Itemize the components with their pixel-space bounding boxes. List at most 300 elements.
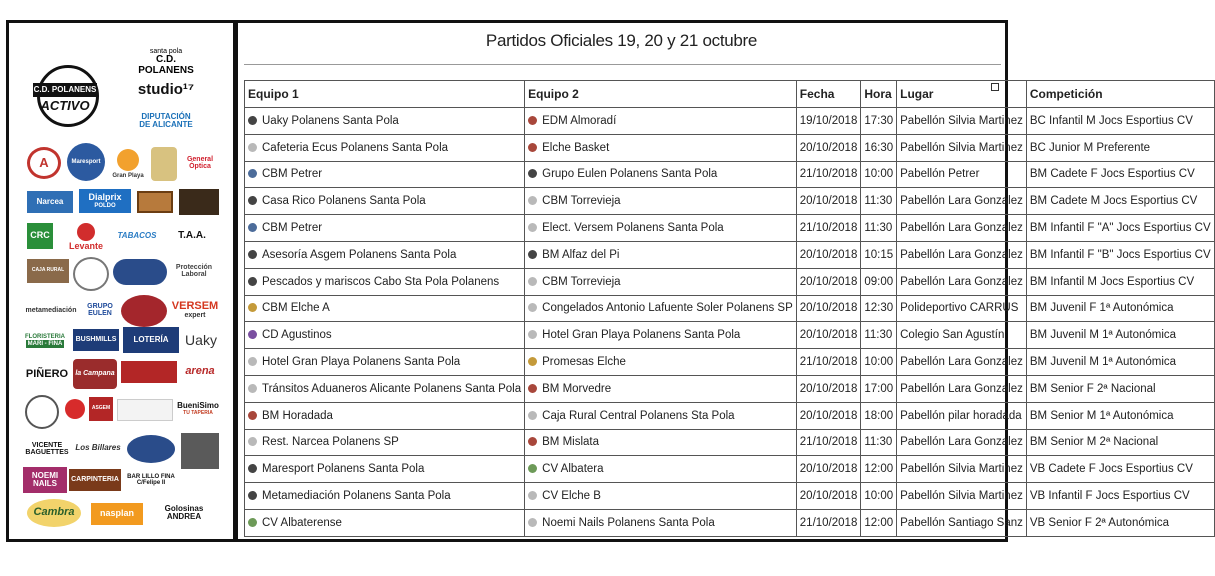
cell-fecha: [796, 161, 861, 188]
cell-equipo2: [525, 402, 797, 429]
equipo1-text: Metamediación Polanens Santa Pola: [262, 490, 451, 503]
table-row: [245, 375, 1215, 402]
photo-logo: [181, 433, 219, 469]
asgem-logo: ASGEM: [89, 397, 113, 421]
team-crest-icon: [248, 384, 257, 393]
col-header-equipo2: Equipo 2: [525, 81, 797, 108]
cell-competicion: [1026, 402, 1214, 429]
fecha-text: 20/10/2018: [799, 329, 858, 342]
competicion-text: VB Infantil F Jocs Esportius CV: [1029, 490, 1190, 503]
team-crest-icon: [528, 384, 537, 393]
equipo2-text: Hotel Gran Playa Polanens Santa Pola: [542, 329, 741, 342]
cell-competicion: [1026, 268, 1214, 295]
cell-equipo2: [525, 108, 797, 135]
proteccion-line1: Protección: [175, 263, 213, 271]
crest-logo: [151, 147, 177, 181]
versem-line2: expert: [184, 312, 206, 320]
polanens-brand-line1: santa pola: [149, 47, 183, 55]
uaky-logo: Uaky: [185, 331, 217, 348]
cell-competicion: [1026, 188, 1214, 215]
arena-logo: arena: [185, 365, 215, 378]
cell-equipo1: [245, 456, 525, 483]
maresport-logo: Maresport: [67, 143, 105, 181]
table-row: [245, 241, 1215, 268]
lugar-text: Pabellón Santiago Sanz: [900, 516, 1023, 529]
cell-equipo2: [525, 188, 797, 215]
eulen-line2: EULEN: [88, 310, 112, 317]
lugar-text: Pabellón Lara Gonzalez: [900, 195, 1023, 208]
fecha-text: 20/10/2018: [799, 195, 858, 208]
golosinas-line1: Golosinas: [164, 503, 204, 513]
col-header-equipo1: Equipo 1: [245, 81, 525, 108]
competicion-text: BM Cadete M Jocs Esportius CV: [1029, 195, 1198, 208]
equipo2-text: Grupo Eulen Polanens Santa Pola: [542, 168, 718, 181]
equipo2-text: Promesas Elche: [542, 356, 626, 369]
cell-lugar: [897, 375, 1027, 402]
restaurant-logo: [137, 191, 173, 213]
poldo-label: POLDO: [94, 202, 116, 209]
cell-hora: [861, 456, 897, 483]
equipo1-text: CV Albaterense: [262, 516, 342, 529]
competicion-text: BM Senior F 2ª Nacional: [1029, 382, 1156, 395]
competicion-text: BM Infantil F "B" Jocs Esportius CV: [1029, 248, 1211, 261]
competicion-text: BC Junior M Preferente: [1029, 141, 1151, 154]
equipo2-text: Elect. Versem Polanens Santa Pola: [542, 222, 724, 235]
cell-equipo2: [525, 509, 797, 536]
hora-text: 11:30: [864, 436, 893, 449]
team-crest-icon: [248, 196, 257, 205]
equipo1-text: CD Agustinos: [262, 329, 332, 342]
cell-hora: [861, 188, 897, 215]
cell-hora: [861, 483, 897, 510]
team-crest-icon: [248, 143, 257, 152]
bushmills-logo: BUSHMILLS: [73, 329, 119, 351]
buenisimo-logo: [175, 393, 221, 425]
cell-equipo2: [525, 349, 797, 376]
table-row: [245, 108, 1215, 135]
eulen-logo: [81, 297, 119, 323]
equipo1-text: Cafeteria Ecus Polanens Santa Pola: [262, 141, 449, 154]
restaurante-logo: [127, 435, 175, 463]
cell-lugar: [897, 241, 1027, 268]
round-seal-logo: [73, 257, 109, 291]
cell-equipo1: [245, 349, 525, 376]
lugar-text: Polideportivo CARRUS: [900, 302, 1019, 315]
cell-lugar: [897, 108, 1027, 135]
cell-lugar: [897, 161, 1027, 188]
diputacion-line2: DE ALICANTE: [139, 120, 193, 129]
polanens-brand-logo: [127, 49, 205, 75]
competicion-text: BC Infantil M Jocs Esportius CV: [1029, 114, 1193, 127]
carpinteria-logo: CARPINTERIA: [69, 469, 121, 491]
diputacion-logo: [127, 107, 205, 135]
red-oval-logo: [121, 295, 167, 327]
equipo2-text: Caja Rural Central Polanens Sta Pola: [542, 409, 735, 422]
fecha-text: 21/10/2018: [799, 356, 858, 369]
cell-fecha: [796, 375, 861, 402]
versem-line1: VERSEM: [171, 299, 219, 312]
equipo1-text: CBM Elche A: [262, 302, 330, 315]
equipo1-text: Casa Rico Polanens Santa Pola: [262, 195, 426, 208]
cell-equipo2: [525, 268, 797, 295]
lugar-text: Pabellón Lara Gonzalez: [900, 275, 1023, 288]
hora-text: 09:00: [864, 275, 894, 288]
cell-lugar: [897, 134, 1027, 161]
sponsors-panel: [9, 23, 238, 539]
team-crest-icon: [528, 464, 537, 473]
competicion-text: BM Infantil F "A" Jocs Esportius CV: [1029, 222, 1211, 235]
team-crest-icon: [528, 437, 537, 446]
general-optica-line1: General: [186, 155, 214, 163]
competicion-text: BM Juvenil M 1ª Autonómica: [1029, 356, 1177, 369]
hora-text: 10:00: [864, 168, 894, 181]
team-crest-icon: [528, 357, 537, 366]
versem-logo: [171, 295, 219, 325]
levante-logo: [63, 221, 109, 253]
levante-badge-icon: [77, 223, 95, 241]
fecha-text: 20/10/2018: [799, 275, 858, 288]
lugar-text: Colegio San Agustín: [900, 329, 1005, 342]
cell-hora: [861, 429, 897, 456]
hora-text: 10:00: [864, 356, 894, 369]
club-logo-activo: ACTIVO: [40, 98, 90, 113]
equipo1-text: Uaky Polanens Santa Pola: [262, 114, 399, 127]
caja-rural-logo: CAJA RURAL: [27, 259, 69, 283]
gran-playa-label: Gran Playa: [112, 172, 144, 179]
equipo1-text: Maresport Polanens Santa Pola: [262, 463, 425, 476]
cell-equipo1: [245, 161, 525, 188]
lugar-text: Pabellón Petrer: [900, 168, 980, 181]
tabacos-logo: TABACOS: [117, 230, 157, 240]
competicion-text: BM Juvenil M 1ª Autonómica: [1029, 329, 1177, 342]
col-header-hora: Hora: [861, 81, 897, 108]
team-crest-icon: [248, 357, 257, 366]
noemi-logo: [23, 467, 67, 493]
cell-equipo2: [525, 295, 797, 322]
taa-logo: T.A.A.: [178, 229, 206, 241]
cell-lugar: [897, 295, 1027, 322]
red-banner-logo: [121, 361, 177, 383]
team-crest-icon: [528, 277, 537, 286]
competicion-text: BM Senior M 1ª Autonómica: [1029, 409, 1174, 422]
cell-fecha: [796, 268, 861, 295]
campana-logo: la Campana: [73, 359, 117, 389]
equipo1-text: Pescados y mariscos Cabo Sta Pola Polanens: [262, 275, 500, 288]
cell-equipo2: [525, 215, 797, 242]
team-crest-icon: [528, 223, 537, 232]
table-row: [245, 402, 1215, 429]
team-crest-icon: [248, 303, 257, 312]
col-header-fecha: Fecha: [796, 81, 861, 108]
cell-equipo1: [245, 108, 525, 135]
team-crest-icon: [248, 491, 257, 500]
cell-equipo1: [245, 483, 525, 510]
cell-hora: [861, 322, 897, 349]
table-header-row: [245, 81, 1215, 108]
cell-hora: [861, 268, 897, 295]
cell-hora: [861, 215, 897, 242]
proteccion-logo: [169, 259, 219, 283]
cell-lugar: [897, 456, 1027, 483]
hora-text: 18:00: [864, 409, 894, 422]
cell-competicion: [1026, 429, 1214, 456]
lugar-text: Pabellón pilar horadada: [900, 409, 1022, 422]
competicion-text: VB Cadete F Jocs Esportius CV: [1029, 463, 1193, 476]
cell-fecha: [796, 456, 861, 483]
cell-hora: [861, 241, 897, 268]
cell-equipo1: [245, 295, 525, 322]
crc-logo: CRC: [27, 223, 53, 249]
cell-hora: [861, 295, 897, 322]
cell-lugar: [897, 322, 1027, 349]
buenisimo-line1: BueniSimo: [177, 401, 219, 411]
hora-text: 17:00: [864, 382, 894, 395]
fecha-text: 20/10/2018: [799, 248, 858, 261]
cell-equipo1: [245, 134, 525, 161]
cell-hora: [861, 161, 897, 188]
table-row: [245, 322, 1215, 349]
cell-equipo2: [525, 241, 797, 268]
hora-text: 11:30: [864, 195, 893, 208]
cell-competicion: [1026, 241, 1214, 268]
equipo2-text: CV Albatera: [542, 463, 604, 476]
team-crest-icon: [248, 330, 257, 339]
vicente-logo: [23, 437, 71, 461]
lugar-text: Pabellón Silvia Martinez: [900, 490, 1023, 503]
hora-text: 11:30: [864, 329, 893, 342]
competicion-text: BM Cadete F Jocs Esportius CV: [1029, 168, 1195, 181]
equipo2-text: Congelados Antonio Lafuente Soler Polanens SP: [542, 302, 793, 315]
fecha-text: 20/10/2018: [799, 490, 858, 503]
cell-lugar: [897, 483, 1027, 510]
poster-frame: [6, 20, 1211, 542]
team-crest-icon: [528, 196, 537, 205]
dialprix-label: Dialprix: [88, 192, 122, 203]
cell-equipo1: [245, 268, 525, 295]
cell-equipo2: [525, 322, 797, 349]
table-row: [245, 509, 1215, 536]
cell-lugar: [897, 268, 1027, 295]
golosinas-logo: [149, 499, 219, 527]
equipo1-text: CBM Petrer: [262, 168, 323, 181]
competicion-text: VB Senior F 2ª Autonómica: [1029, 516, 1170, 529]
eulen-line1: GRUPO: [87, 302, 113, 310]
team-crest-icon: [528, 411, 537, 420]
col-header-lugar: Lugar: [897, 81, 1027, 108]
cell-lugar: [897, 402, 1027, 429]
fecha-text: 20/10/2018: [799, 302, 858, 315]
cell-equipo2: [525, 456, 797, 483]
cell-equipo2: [525, 375, 797, 402]
lugar-text: Pabellón Lara Gonzalez: [900, 248, 1023, 261]
cell-fecha: [796, 108, 861, 135]
cell-fecha: [796, 429, 861, 456]
cell-fecha: [796, 134, 861, 161]
cell-equipo1: [245, 215, 525, 242]
cell-lugar: [897, 509, 1027, 536]
nasplan-logo: nasplan: [91, 503, 143, 525]
lugar-text: Pabellón Silvia Martinez: [900, 141, 1023, 154]
hora-text: 11:30: [864, 222, 893, 235]
fecha-text: 20/10/2018: [799, 409, 858, 422]
equipo1-text: Rest. Narcea Polanens SP: [262, 436, 399, 449]
lugar-text: Pabellón Silvia Martinez: [900, 114, 1023, 127]
cell-competicion: [1026, 456, 1214, 483]
buenisimo-line2: TU TAPERIA: [183, 409, 213, 416]
lafuente-logo: [117, 399, 173, 421]
pinero-logo: PIÑERO: [25, 368, 69, 381]
cell-equipo1: [245, 429, 525, 456]
hora-text: 10:15: [864, 248, 894, 261]
team-crest-icon: [528, 116, 537, 125]
cell-hora: [861, 108, 897, 135]
cell-competicion: [1026, 215, 1214, 242]
competicion-text: BM Juvenil F 1ª Autonómica: [1029, 302, 1174, 315]
team-crest-icon: [248, 250, 257, 259]
team-crest-icon: [528, 250, 537, 259]
hora-text: 17:30: [864, 114, 894, 127]
equipo2-text: CV Elche B: [542, 490, 601, 503]
cell-lugar: [897, 188, 1027, 215]
equipo1-text: Tránsitos Aduaneros Alicante Polanens Santa Pola: [262, 382, 522, 395]
cell-equipo2: [525, 483, 797, 510]
team-crest-icon: [248, 411, 257, 420]
fecha-text: 20/10/2018: [799, 141, 858, 154]
team-crest-icon: [528, 518, 537, 527]
floristeria-line2: MARI - FINA: [27, 341, 63, 347]
cell-lugar: [897, 349, 1027, 376]
equipo2-text: BM Morvedre: [542, 382, 612, 395]
fecha-text: 21/10/2018: [799, 436, 858, 449]
cell-fecha: [796, 188, 861, 215]
cell-competicion: [1026, 295, 1214, 322]
cell-equipo1: [245, 188, 525, 215]
table-row: [245, 349, 1215, 376]
wood-sign-logo: [179, 189, 219, 215]
fecha-text: 21/10/2018: [799, 168, 858, 181]
cell-fecha: [796, 402, 861, 429]
hora-text: 12:30: [864, 302, 894, 315]
hora-text: 10:00: [864, 490, 894, 503]
cell-hora: [861, 375, 897, 402]
table-row: [245, 215, 1215, 242]
golosinas-line2: ANDREA: [166, 512, 202, 521]
team-crest-icon: [248, 116, 257, 125]
page-title: Partidos Oficiales 19, 20 y 21 octubre: [485, 31, 758, 50]
hora-text: 12:00: [864, 516, 894, 529]
cell-equipo1: [245, 241, 525, 268]
cell-competicion: [1026, 483, 1214, 510]
team-crest-icon: [248, 277, 257, 286]
fecha-text: 19/10/2018: [799, 114, 858, 127]
general-optica-logo: [181, 147, 219, 179]
team-crest-icon: [528, 330, 537, 339]
table-row: [245, 483, 1215, 510]
equipo2-text: BM Mislata: [542, 436, 600, 449]
oval-sign-logo: [113, 259, 167, 285]
table-row: [245, 188, 1215, 215]
fecha-text: 20/10/2018: [799, 463, 858, 476]
hora-text: 16:30: [864, 141, 894, 154]
equipo2-text: BM Alfaz del Pi: [542, 248, 620, 261]
lugar-text: Pabellón Lara Gonzalez: [900, 222, 1023, 235]
narcea-logo: Narcea: [27, 191, 73, 213]
billares-logo: Los Billares: [75, 442, 121, 452]
metamediacion-logo: metamediación: [25, 307, 77, 315]
lugar-text: Pabellón Lara Gonzalez: [900, 382, 1023, 395]
schedule-panel: [238, 23, 1211, 539]
general-optica-line2: Óptica: [189, 163, 211, 170]
cell-competicion: [1026, 509, 1214, 536]
fecha-text: 21/10/2018: [799, 516, 858, 529]
equipo1-text: Hotel Gran Playa Polanens Santa Pola: [262, 356, 461, 369]
cell-fecha: [796, 483, 861, 510]
table-row: [245, 295, 1215, 322]
cell-fecha: [796, 349, 861, 376]
cell-fecha: [796, 295, 861, 322]
cell-fecha: [796, 241, 861, 268]
floristeria-line1: FLORISTERIA: [25, 333, 65, 340]
cell-lugar: [897, 429, 1027, 456]
table-row: [245, 429, 1215, 456]
vicente-line1: VICENTE: [31, 441, 63, 449]
team-crest-icon: [248, 169, 257, 178]
equipo2-text: Elche Basket: [542, 141, 610, 154]
dialprix-logo: [79, 189, 131, 213]
cell-competicion: [1026, 161, 1214, 188]
cell-competicion: [1026, 134, 1214, 161]
cell-equipo2: [525, 429, 797, 456]
equipo2-text: CBM Torrevieja: [542, 195, 621, 208]
lugar-text: Pabellón Lara Gonzalez: [900, 356, 1023, 369]
team-crest-icon: [528, 303, 537, 312]
cell-equipo2: [525, 161, 797, 188]
club-logo: [29, 45, 101, 153]
fecha-text: 21/10/2018: [799, 222, 858, 235]
cell-hora: [861, 134, 897, 161]
table-row: [245, 134, 1215, 161]
levante-label: Levante: [68, 240, 103, 251]
equipo2-text: CBM Torrevieja: [542, 275, 621, 288]
cell-hora: [861, 509, 897, 536]
fecha-text: 20/10/2018: [799, 382, 858, 395]
cell-equipo1: [245, 509, 525, 536]
bar-lillo-logo: [125, 469, 177, 491]
lugar-text: Pabellón Silvia Martinez: [900, 463, 1023, 476]
table-row: [245, 456, 1215, 483]
equipo2-text: Noemi Nails Polanens Santa Pola: [542, 516, 715, 529]
team-crest-icon: [248, 437, 257, 446]
team-crest-icon: [528, 143, 537, 152]
cell-equipo2: [525, 134, 797, 161]
cell-equipo1: [245, 322, 525, 349]
heart-a-logo: A: [27, 147, 61, 179]
cell-equipo1: [245, 375, 525, 402]
studio-logo: studio¹⁷: [137, 81, 195, 99]
proteccion-line2: Laboral: [181, 271, 207, 278]
club-logo-banner: C.D. POLANENS: [33, 83, 97, 97]
sun-icon: [117, 149, 139, 171]
gran-playa-logo: [109, 143, 147, 185]
schedule-table: [244, 80, 1215, 537]
cell-equipo1: [245, 402, 525, 429]
equipo1-text: BM Horadada: [262, 409, 333, 422]
polanens-brand-line2: C.D. POLANENS: [138, 54, 194, 76]
noemi-line2: NAILS: [33, 479, 57, 488]
cell-lugar: [897, 215, 1027, 242]
competicion-text: BM Infantil M Jocs Esportius CV: [1029, 275, 1195, 288]
lugar-text: Pabellón Lara Gonzalez: [900, 436, 1023, 449]
